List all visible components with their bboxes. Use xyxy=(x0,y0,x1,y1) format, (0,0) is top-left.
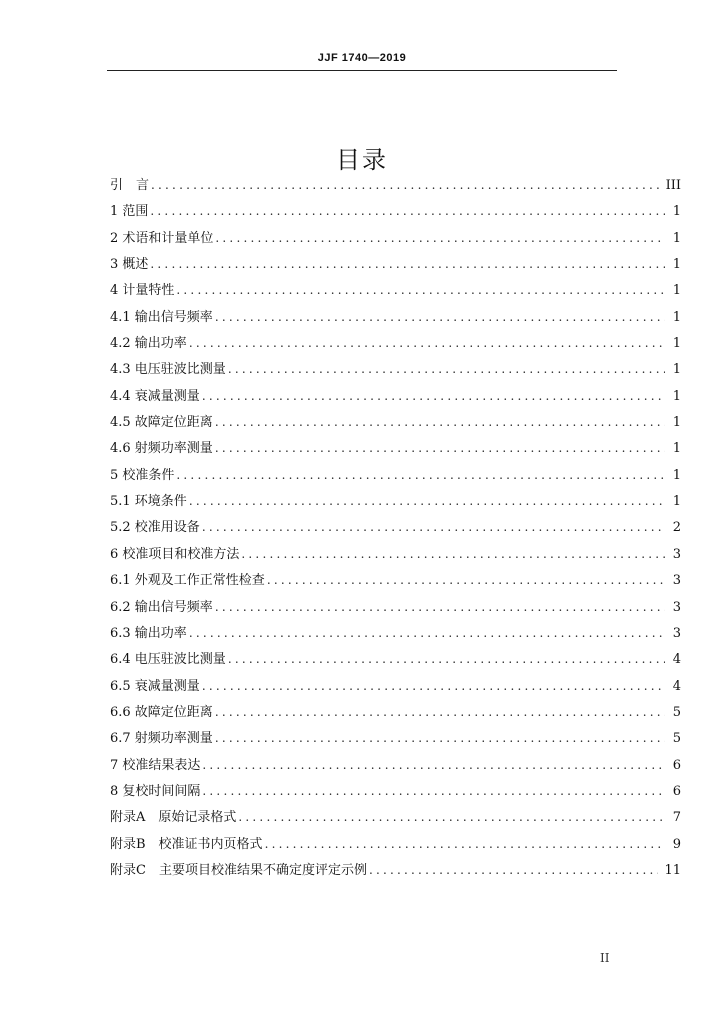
toc-entry-label: 6.2 输出信号频率 xyxy=(110,599,213,615)
toc-entry-label: 4.2 输出功率 xyxy=(110,336,187,352)
toc-entry-page: 1 xyxy=(672,283,681,299)
toc-dot-leader xyxy=(202,679,665,693)
toc-entry-page: 11 xyxy=(664,862,681,878)
toc-dot-leader xyxy=(267,573,665,587)
toc-entry-page: 1 xyxy=(672,415,681,431)
toc-entry-page: 3 xyxy=(672,546,681,562)
toc-entry[interactable] xyxy=(110,411,681,437)
toc-entry-page: 4 xyxy=(672,652,681,668)
toc-dot-leader xyxy=(150,204,665,218)
toc-entry[interactable] xyxy=(110,596,681,622)
toc-entry[interactable] xyxy=(110,174,681,200)
header-rule xyxy=(107,70,617,71)
toc-entry-page: 1 xyxy=(672,441,681,457)
toc-dot-leader xyxy=(202,520,665,534)
toc-entry-label: 4.5 故障定位距离 xyxy=(110,415,213,431)
toc-entry-label: 8 复校时间间隔 xyxy=(110,783,201,799)
toc-entry[interactable] xyxy=(110,227,681,253)
toc-entry[interactable] xyxy=(110,701,681,727)
toc-dot-leader xyxy=(215,231,665,245)
toc-entry-label: 3 概述 xyxy=(110,257,149,273)
toc-entry-page: 3 xyxy=(672,573,681,589)
toc-entry-label: 引 言 xyxy=(110,178,150,193)
toc-entry-page: 1 xyxy=(672,336,681,352)
toc-entry-page: 1 xyxy=(672,309,681,325)
page-title: 目录 xyxy=(336,146,388,175)
toc-dot-leader xyxy=(238,810,665,824)
toc-entry[interactable] xyxy=(110,543,681,569)
toc-dot-leader xyxy=(150,257,665,271)
toc-entry-label: 2 术语和计量单位 xyxy=(110,230,214,246)
toc-entry[interactable] xyxy=(110,754,681,780)
toc-dot-leader xyxy=(202,784,665,798)
page-number: II xyxy=(600,951,610,965)
toc-entry-label: 6.4 电压驻波比测量 xyxy=(110,652,226,668)
toc-entry-page: 1 xyxy=(672,388,681,404)
toc-entry-page: 6 xyxy=(672,757,681,773)
toc-entry[interactable] xyxy=(110,306,681,332)
toc-dot-leader xyxy=(215,705,665,719)
toc-entry-label: 5.2 校准用设备 xyxy=(110,520,200,536)
toc-entry-label: 6.6 故障定位距离 xyxy=(110,704,213,720)
toc-entry[interactable] xyxy=(110,727,681,753)
toc-entry-page: 1 xyxy=(672,362,681,378)
toc-entry[interactable] xyxy=(110,332,681,358)
toc-entry[interactable] xyxy=(110,833,681,859)
toc-dot-leader xyxy=(151,178,660,192)
toc-entry-page: 5 xyxy=(672,731,681,747)
toc-dot-leader xyxy=(215,731,665,745)
toc-entry-label: 6 校准项目和校准方法 xyxy=(110,546,240,562)
toc-entry-page: 1 xyxy=(672,230,681,246)
toc-entry-page: 1 xyxy=(672,467,681,483)
toc-entry[interactable] xyxy=(110,859,681,885)
toc-entry[interactable] xyxy=(110,253,681,279)
toc-entry[interactable] xyxy=(110,279,681,305)
toc-entry[interactable] xyxy=(110,648,681,674)
toc-entry[interactable] xyxy=(110,200,681,226)
toc-dot-leader xyxy=(176,468,665,482)
toc-entry-label: 附录C 主要项目校准结果不确定度评定示例 xyxy=(110,862,367,878)
toc-entry-label: 6.5 衰减量测量 xyxy=(110,678,200,694)
toc-entry[interactable] xyxy=(110,464,681,490)
toc-dot-leader xyxy=(189,336,665,350)
toc-entry-label: 1 范围 xyxy=(110,204,149,220)
toc-entry-page: 1 xyxy=(672,494,681,510)
toc-entry[interactable] xyxy=(110,385,681,411)
running-header: JJF 1740—2019 xyxy=(317,52,407,64)
toc-entry-page: 1 xyxy=(672,204,681,220)
toc-entry-label: 5.1 环境条件 xyxy=(110,494,187,510)
toc-entry-label: 4 计量特性 xyxy=(110,283,175,299)
toc-entry-label: 7 校准结果表达 xyxy=(110,757,201,773)
toc-entry-page: III xyxy=(665,178,681,193)
toc-dot-leader xyxy=(215,310,665,324)
toc-entry-page: 9 xyxy=(672,836,681,852)
toc-entry-page: 4 xyxy=(672,678,681,694)
toc-dot-leader xyxy=(215,415,665,429)
toc-dot-leader xyxy=(215,441,665,455)
toc-dot-leader xyxy=(202,389,665,403)
toc-entry-label: 附录A 原始记录格式 xyxy=(110,810,237,826)
toc-entry-page: 3 xyxy=(672,625,681,641)
toc-entry-label: 6.7 射频功率测量 xyxy=(110,731,213,747)
toc-entry[interactable] xyxy=(110,569,681,595)
toc-entry[interactable] xyxy=(110,622,681,648)
toc-dot-leader xyxy=(241,547,665,561)
toc-entry-label: 4.4 衰减量测量 xyxy=(110,388,200,404)
toc-entry[interactable] xyxy=(110,490,681,516)
toc-dot-leader xyxy=(202,758,665,772)
table-of-contents xyxy=(110,174,681,885)
toc-dot-leader xyxy=(189,626,665,640)
toc-dot-leader xyxy=(215,600,665,614)
toc-dot-leader xyxy=(189,494,665,508)
toc-entry-label: 附录B 校准证书内页格式 xyxy=(110,836,263,852)
toc-entry-label: 4.6 射频功率测量 xyxy=(110,441,213,457)
toc-entry[interactable] xyxy=(110,516,681,542)
toc-entry-page: 6 xyxy=(672,783,681,799)
toc-entry[interactable] xyxy=(110,358,681,384)
toc-entry-page: 7 xyxy=(672,810,681,826)
toc-entry[interactable] xyxy=(110,437,681,463)
toc-entry-page: 1 xyxy=(672,257,681,273)
toc-entry-page: 2 xyxy=(672,520,681,536)
toc-entry-page: 3 xyxy=(672,599,681,615)
toc-entry-page: 5 xyxy=(672,704,681,720)
toc-entry-label: 6.3 输出功率 xyxy=(110,625,187,641)
toc-dot-leader xyxy=(228,652,665,666)
toc-entry[interactable] xyxy=(110,806,681,832)
toc-entry[interactable] xyxy=(110,675,681,701)
toc-entry[interactable] xyxy=(110,780,681,806)
toc-dot-leader xyxy=(369,863,659,877)
toc-entry-label: 6.1 外观及工作正常性检查 xyxy=(110,573,265,589)
toc-entry-label: 4.1 输出信号频率 xyxy=(110,309,213,325)
toc-dot-leader xyxy=(228,362,665,376)
toc-entry-label: 5 校准条件 xyxy=(110,467,175,483)
toc-entry-label: 4.3 电压驻波比测量 xyxy=(110,362,226,378)
toc-dot-leader xyxy=(265,837,665,851)
toc-dot-leader xyxy=(176,283,665,297)
